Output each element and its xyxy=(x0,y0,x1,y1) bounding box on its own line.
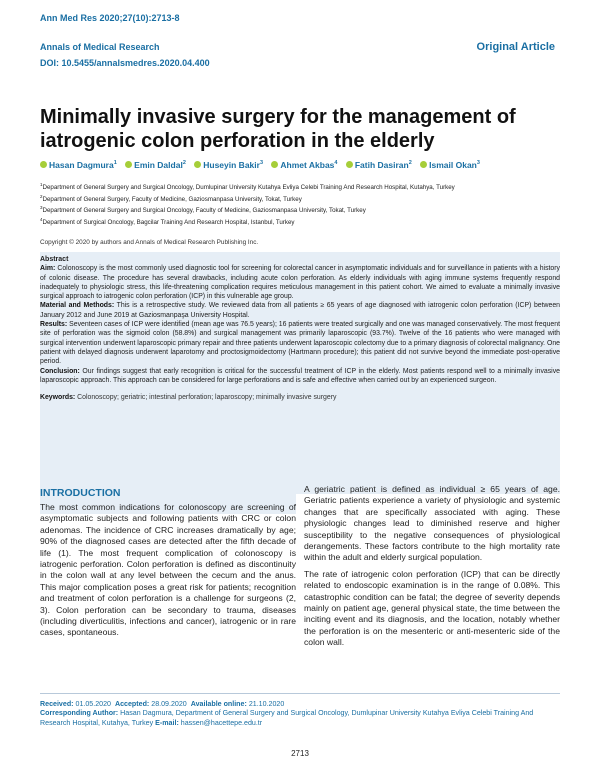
paragraph: The most common indications for colonoscopy are screening of asymptomatic subjects and following patients with CRC or colon adenomas. The incidence of CRC increases dramatically by age; 90% of the diagnosed cases are detected after the fifth decade of life (1). The most frequent complication of colonoscopy is iatrogenic perforation. Colon perforation is defined as discontinuity in the colon wall at any level between the cecum and the anus. This major complication poses a great risk for patients; recognition and treatment of colon perforation is a challenge for surgeons (2, 3). Colon perforation can be secondary to trauma, diseases (including diverticulitis, infections and cancer), iatrogenic or in rare cases, spontaneous. xyxy=(40,502,296,638)
author[interactable]: Hasan Dagmura$^1$ xyxy=(40,160,117,170)
abstract-conclusion: Conclusion: Our findings suggest that early recognition is critical for the successful treatment of ICP in the elderly. Most patients respond well to a minimally invasive laparoscopic approach. This approach can be considered for large perforations and is safe and effective when carried out by an experienced surgeon. xyxy=(40,367,560,384)
orcid-icon[interactable] xyxy=(420,161,427,168)
author[interactable]: Ahmet Akbas$^4$ xyxy=(271,160,337,170)
orcid-icon[interactable] xyxy=(40,161,47,168)
affiliation: $^1$Department of General Surgery and Surgical Oncology, Dumlupinar University Kutahya Evliya Celebi Training And Research Hospital, Kutahya, Turkey xyxy=(40,182,455,192)
abstract-heading: Abstract xyxy=(40,256,69,263)
orcid-icon[interactable] xyxy=(346,161,353,168)
author[interactable]: Emin Daldal$^2$ xyxy=(125,160,186,170)
doi-link[interactable]: DOI: 10.5455/annalsmedres.2020.04.400 xyxy=(40,58,210,68)
author-list xyxy=(40,160,486,170)
author[interactable]: Huseyin Bakir$^3$ xyxy=(194,160,263,170)
article-type: Original Article xyxy=(476,41,555,53)
article-dates: Received: 01.05.2020 Accepted: 28.09.2020 Available online: 21.10.2020 xyxy=(40,700,285,708)
keywords: Keywords: Colonoscopy; geriatric; intestinal perforation; laparoscopy; minimally invasive surgery xyxy=(40,394,337,402)
affiliations xyxy=(40,181,560,228)
abstract-aim: Aim: Colonoscopy is the most commonly used diagnostic tool for screening for colorectal cancer in asymptomatic individuals and for surveillance in patients with a history of colonic disease. The procedure has several drawbacks, including acute colon perforation. As elderly individuals with aging immune systems frequently respond inadequately to physiologic stress, this life-threatening complication requires meticulous management in this patient cohort. We aimed to evaluate a minimally invasive surgical approach to iatrogenic colon perforation (ICP) in this vulnerable age group. xyxy=(40,265,560,301)
orcid-icon[interactable] xyxy=(271,161,278,168)
copyright-notice: Copyright © 2020 by authors and Annals of Medical Research Publishing Inc. xyxy=(40,239,259,246)
page-number: 2713 xyxy=(291,749,309,758)
footer-divider xyxy=(40,693,560,694)
journal-name: Annals of Medical Research xyxy=(40,42,160,52)
orcid-icon[interactable] xyxy=(125,161,132,168)
affiliation: $^2$Department of General Surgery, Faculty of Medicine, Gaziosmanpasa University, Tokat, Turkey xyxy=(40,193,302,203)
affiliation: $^4$Department of Surgical Oncology, Bagcilar Training And Research Hospital, Istanbul, Turkey xyxy=(40,216,295,227)
author[interactable]: Ismail Okan$^3$ xyxy=(420,160,480,170)
abstract-methods: Material and Methods: This is a retrospective study. We reviewed data from all patients ≥ 65 years of age diagnosed with iatrogenic colon perforation (ICP) between January 2012 and June 2019 at Gaziosmanpaşa University Hospital. xyxy=(40,302,560,319)
section-heading-introduction: INTRODUCTION xyxy=(40,487,121,499)
journal-citation: Ann Med Res 2020;27(10):2713-8 xyxy=(40,13,180,23)
article-footer xyxy=(40,700,560,728)
paragraph: A geriatric patient is defined as individual ≥ 65 years of age. Geriatric patients experience a variety of physiologic and systemic changes that are specifically associated with aging. These physiologic changes lead to diminished reserve and higher susceptibility to the negative consequences of physiological derangements. These factors contribute to the high mortality rate within the adult and elderly surgical population. xyxy=(304,484,560,563)
abstract-box xyxy=(40,252,560,494)
article-title: Minimally invasive surgery for the management of iatrogenic colon perforation in the elderly xyxy=(40,106,516,152)
affiliation: $^3$Department of General Surgery and Surgical Oncology, Faculty of Medicine, Gaziosmanpasa University, Tokat, Turkey xyxy=(40,205,366,215)
email-link[interactable]: hassen@hacettepe.edu.tr xyxy=(180,718,263,727)
intro-column-right xyxy=(304,484,560,654)
author[interactable]: Fatih Dasiran$^2$ xyxy=(346,160,412,170)
intro-column-left xyxy=(40,502,296,644)
corresponding-author: Corresponding Author: Hasan Dagmura, Department of General Surgery and Surgical Oncology, Dumlupinar University Kutahya Evliya Celebi Training And Research Hospital, Kutahya, Turkey E-mail: hassen@hacettepe.edu.tr xyxy=(40,709,534,727)
paragraph: The rate of iatrogenic colon perforation (ICP) that can be directly related to endoscopic examination is in the range of 0.08%. This catastrophic condition can be fatal; the degree of severity depends mainly on patient age, general physical state, the time between the inciting event and its diagnosis, and the location, notably whether the perforation is on the mesenteric or anti-mesenteric side of the colon wall. xyxy=(304,568,560,648)
abstract-results: Results: Seventeen cases of ICP were identified (mean age was 76.5 years); 16 patients were treated surgically and one was managed conservatively. The most frequent site of perforation was the sigmoid colon (58.8%) and surgical management was primarily laparoscopic (93.7%). Twelve of the 16 patients who were managed with surgical intervention underwent laparoscopic primary repair and three patients underwent laparoscopic colectomy due to a primary diagnosis of colorectal malignancy. One patient with delayed diagnosis underwent laparotomy and proctosigmoidectomy (Hartmann procedure); this patient did not survive beyond the immediate post-operative period. xyxy=(40,321,561,366)
orcid-icon[interactable] xyxy=(194,161,201,168)
